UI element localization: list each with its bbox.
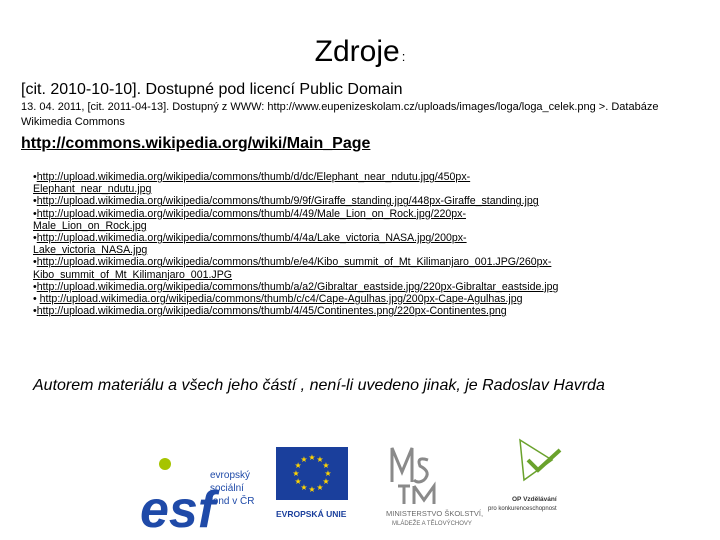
logo-strip xyxy=(0,430,720,540)
source-link[interactable]: http://upload.wikimedia.org/wikipedia/commons/thumb/d/dc/Elephant_near_ndutu.jpg/450px- Elephant_near_ndutu.jpg xyxy=(33,171,471,196)
source-item: •http://upload.wikimedia.org/wikipedia/commons/thumb/a/a2/Gibraltar_eastside.jpg/220px-Gibraltar_eastside.jpg xyxy=(33,280,559,293)
license-line: [cit. 2010-10-10]. Dostupné pod licencí Public Domain xyxy=(21,81,403,98)
source-item: •http://upload.wikimedia.org/wikipedia/commons/thumb/4/4a/Lake_victoria_NASA.jpg/200px- Lake_victoria_NASA.jpg xyxy=(33,232,467,257)
source-item: •http://upload.wikimedia.org/wikipedia/commons/thumb/4/49/Male_Lion_on_Rock.jpg/220px- Male_Lion_on_Rock.jpg xyxy=(33,207,467,232)
msmt-line: MINISTERSTVO ŠKOLSTVÍ, xyxy=(386,509,484,518)
source-link[interactable]: http://upload.wikimedia.org/wikipedia/commons/thumb/e/e4/Kibo_summit_of_Mt_Kilimanjaro_001.JPG/260px- Kibo_summit_of_Mt_Kilimanjaro_001.JPG xyxy=(33,256,552,281)
op-line: pro konkurenceschopnost xyxy=(488,506,557,512)
msmt-logo xyxy=(386,448,483,527)
eu-star-icon: ★ xyxy=(300,482,308,492)
source-item: •http://upload.wikimedia.org/wikipedia/commons/thumb/e/e4/Kibo_summit_of_Mt_Kilimanjaro_001.JPG/260px- Kibo_summit_of_Mt_Kilimanjaro_001.JPG xyxy=(33,256,552,281)
eu-star-icon: ★ xyxy=(300,455,308,465)
source-list xyxy=(33,171,673,317)
source-item: •http://upload.wikimedia.org/wikipedia/commons/thumb/9/9f/Giraffe_standing.jpg/448px-Giraffe_standing.jpg xyxy=(33,195,539,208)
eu-star-icon: ★ xyxy=(322,461,330,470)
esf-dot xyxy=(159,458,171,470)
source-link[interactable]: http://upload.wikimedia.org/wikipedia/commons/thumb/9/9f/Giraffe_standing.jpg/448px-Giraffe_standing.jpg xyxy=(36,195,539,208)
msmt-m2-icon xyxy=(414,486,434,504)
eu-star-icon: ★ xyxy=(308,453,316,462)
author-note: Autorem materiálu a všech jeho částí , není-li uvedeno jinak, je Radoslav Havrda xyxy=(33,377,605,394)
eu-star-icon: ★ xyxy=(324,469,332,478)
esf-line: evropský xyxy=(210,470,251,481)
esf-line: fond v ČR xyxy=(210,496,255,507)
eu-star-icon: ★ xyxy=(308,485,316,494)
op-logo xyxy=(488,440,560,512)
eu-label: EVROPSKÁ UNIE xyxy=(276,509,347,519)
title-colon: : xyxy=(401,49,406,64)
esf-line: sociální xyxy=(210,483,244,494)
msmt-m-icon xyxy=(392,448,412,482)
eu-star-icon: ★ xyxy=(294,477,302,486)
eu-star-icon: ★ xyxy=(316,455,324,465)
esf-letters: esf xyxy=(140,481,216,539)
title-text: Zdroje xyxy=(314,35,400,68)
page-title xyxy=(0,32,720,77)
commons-link[interactable]: http://commons.wikipedia.org/wiki/Main_Page xyxy=(21,135,371,152)
op-check-icon xyxy=(528,450,560,470)
msmt-s-icon xyxy=(414,459,428,482)
source-item: •http://upload.wikimedia.org/wikipedia/commons/thumb/d/dc/Elephant_near_ndutu.jpg/450px- Elephant_near_ndutu.jpg xyxy=(33,171,471,196)
eu-star-icon: ★ xyxy=(292,469,300,478)
op-line: OP Vzdělávání xyxy=(512,496,557,503)
eu-star-icon: ★ xyxy=(322,477,330,486)
source-item: •http://upload.wikimedia.org/wikipedia/commons/thumb/4/45/Continentes.png/220px-Continentes.png xyxy=(33,305,507,318)
msmt-t-icon xyxy=(398,486,410,504)
eu-star-icon: ★ xyxy=(294,461,302,470)
msmt-line: MLÁDEŽE A TĚLOVÝCHOVY xyxy=(392,521,472,527)
esf-logo xyxy=(140,458,254,539)
eu-star-icon: ★ xyxy=(316,482,324,492)
source-link[interactable]: http://upload.wikimedia.org/wikipedia/commons/thumb/4/49/Male_Lion_on_Rock.jpg/220px- Male_Lion_on_Rock.jpg xyxy=(33,207,467,232)
source-link[interactable]: http://upload.wikimedia.org/wikipedia/commons/thumb/4/45/Continentes.png/220px-Continentes.png xyxy=(36,305,507,318)
source-link[interactable]: http://upload.wikimedia.org/wikipedia/commons/thumb/4/4a/Lake_victoria_NASA.jpg/200px- Lake_victoria_NASA.jpg xyxy=(33,232,467,257)
source-link[interactable]: http://upload.wikimedia.org/wikipedia/commons/thumb/c/c4/Cape-Agulhas.jpg/200px-Cape-Agulhas.jpg xyxy=(39,293,523,306)
eu-logo xyxy=(276,447,348,519)
source-link[interactable]: http://upload.wikimedia.org/wikipedia/commons/thumb/a/a2/Gibraltar_eastside.jpg/220px-Gibraltar_eastside.jpg xyxy=(36,280,559,293)
source-item: • http://upload.wikimedia.org/wikipedia/commons/thumb/c/c4/Cape-Agulhas.jpg/200px-Cape-Agulhas.jpg xyxy=(33,293,523,306)
citation-text: 13. 04. 2011, [cit. 2011-04-13]. Dostupný z WWW: http://www.eupenizeskolam.cz/uploads/images/loga/loga_celek.png >. Databáze Wikimedia Commons xyxy=(21,101,659,128)
